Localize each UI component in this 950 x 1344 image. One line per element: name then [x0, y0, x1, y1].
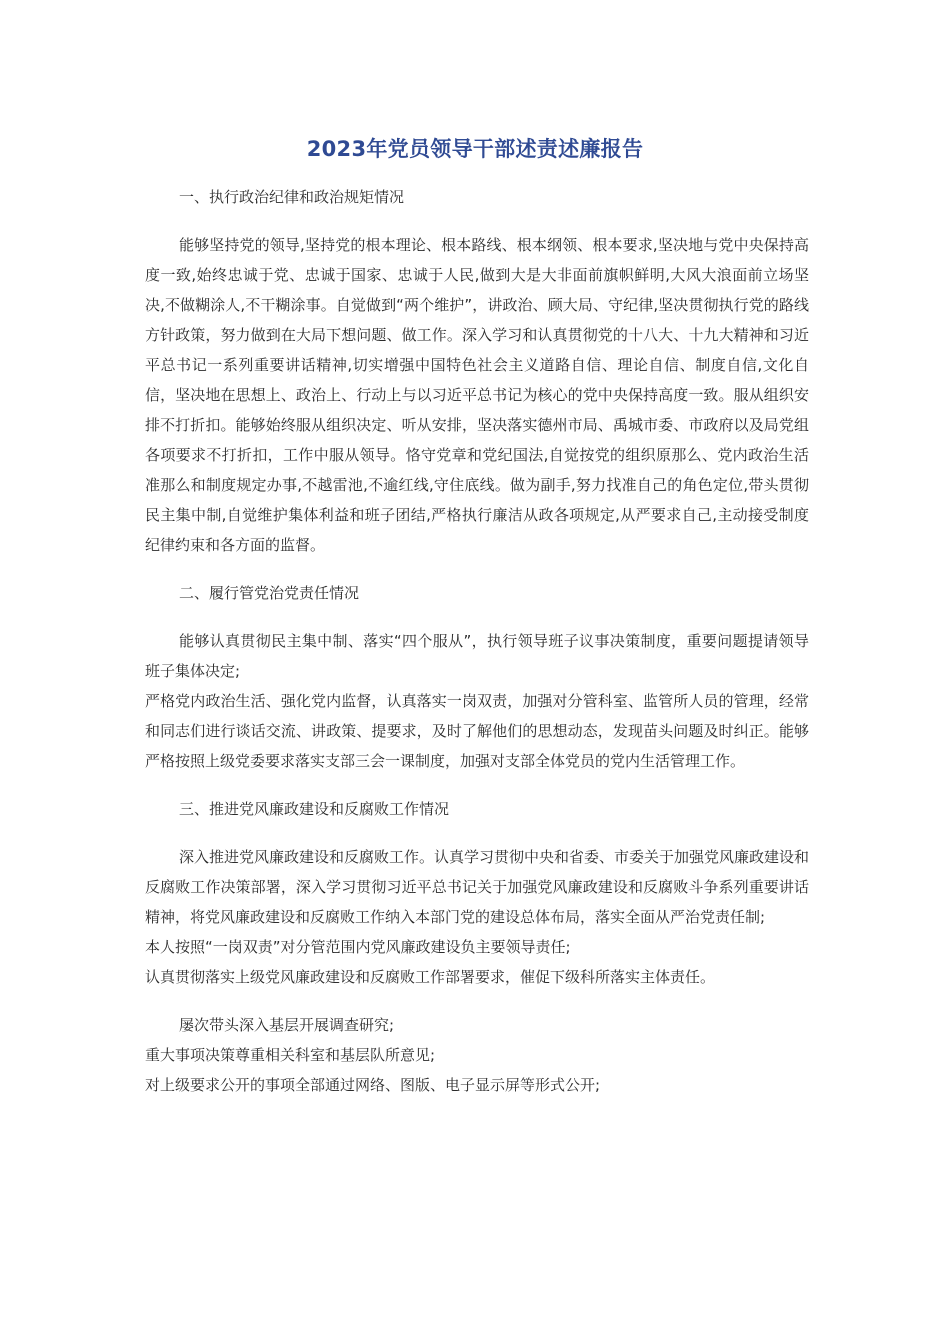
section-line-3c: 重大事项决策尊重相关科室和基层队所意见; — [145, 1046, 436, 1064]
section-line-3b: 认真贯彻落实上级党风廉政建设和反腐败工作部署要求，催促下级科所落实主体责任。 — [145, 968, 716, 986]
section-line-3d: 对上级要求公开的事项全部通过网络、图版、电子显示屏等形式公开; — [145, 1076, 601, 1094]
document-title: 2023年党员领导干部述责述廉报告 — [306, 137, 644, 161]
section-paragraph-2: 能够认真贯彻民主集中制、落实“四个服从”，执行领导班子议事决策制度，重要问题提请领导班子集体决定; — [145, 632, 809, 680]
section-heading-1: 一、执行政治纪律和政治规矩情况 — [179, 188, 405, 206]
section-paragraph-1: 能够坚持党的领导,坚持党的根本理论、根本路线、根本纲领、根本要求,坚决地与党中央保持高度一致,始终忠诚于党、忠诚于国家、忠诚于人民,做到大是大非面前旗帜鲜明,大风大浪面前立场坚决,不做糊涂人,不干糊涂事。自觉做到“两个维护”，讲政治、顾大局、守纪律,坚决贯彻执行党的路线方针政策，努力做到在大局下想问题、做工作。深入学习和认真贯彻党的十八大、十九大精神和习近平总书记一系列重要讲话精神,切实增强中国特色社会主义道路自信、理论自信、制度自信,文化自信，坚决地在思想上、政治上、行动上与以习近平总书记为核心的党中央保持高度一致。服从组织安排不打折扣。能够始终服从组织决定、听从安排，坚决落实德州市局、禹城市委、市政府以及局党组各项要求不打折扣，工作中服从领导。恪守党章和党纪国法,自觉按党的组织原那么、党内政治生活准那么和制度规定办事,不越雷池,不逾红线,守住底线。做为副手,努力找准自己的角色定位,带头贯彻民主集中制,自觉维护集体利益和班子团结,严格执行廉洁从政各项规定,从严要求自己,主动接受制度纪律约束和各方面的监督。 — [145, 236, 809, 554]
section-heading-3: 三、推进党风廉政建设和反腐败工作情况 — [179, 800, 450, 818]
section-line-3a: 本人按照“一岗双责”对分管范围内党风廉政建设负主要领导责任; — [145, 938, 571, 956]
section-heading-2: 二、履行管党治党责任情况 — [179, 584, 360, 602]
section-paragraph-3: 深入推进党风廉政建设和反腐败工作。认真学习贯彻中央和省委、市委关于加强党风廉政建设和反腐败工作决策部署，深入学习贯彻习近平总书记关于加强党风廉政建设和反腐败斗争系列重要讲话精神，将党风廉政建设和反腐败工作纳入本部门党的建设总体布局，落实全面从严治党责任制; — [145, 848, 810, 926]
document-body — [145, 182, 809, 1100]
section-paragraph-3b: 屡次带头深入基层开展调查研究; — [179, 1016, 395, 1034]
section-line-2: 严格党内政治生活、强化党内监督，认真落实一岗双责，加强对分管科室、监管所人员的管理，经常和同志们进行谈话交流、讲政策、提要求，及时了解他们的思想动态，发现苗头问题及时纠正。能够严格按照上级党委要求落实支部三会一课制度，加强对支部全体党员的党内生活管理工作。 — [145, 692, 809, 770]
